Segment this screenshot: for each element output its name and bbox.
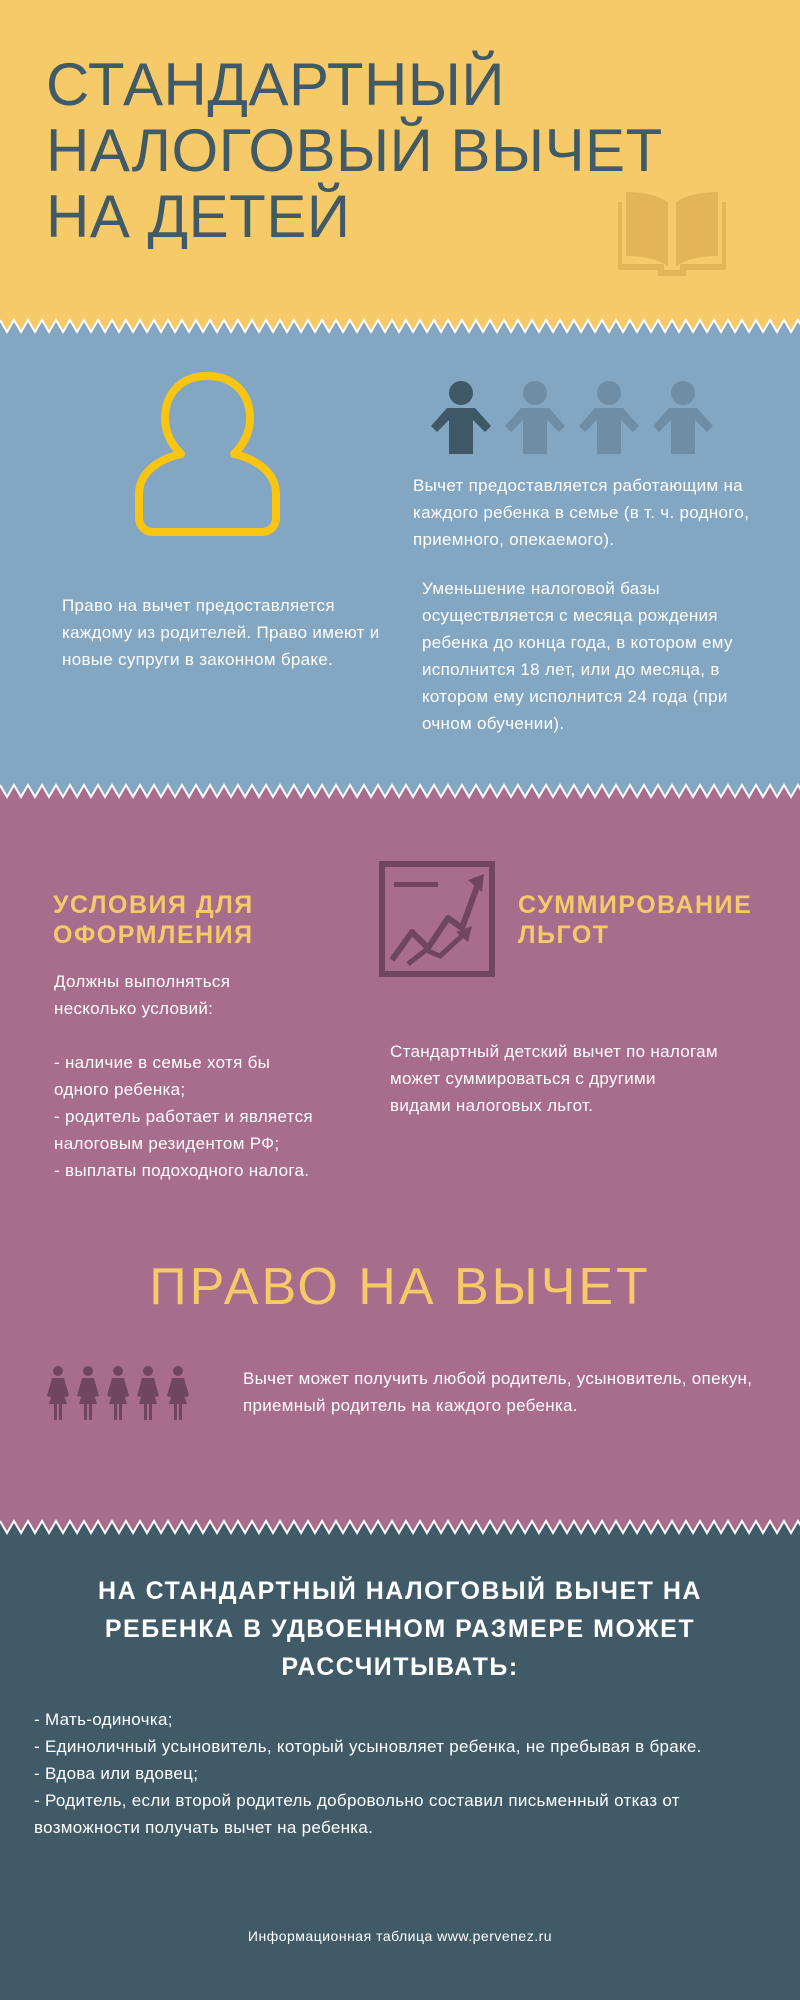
title-line: СУММИРОВАНИЕ [518, 891, 753, 919]
period-text: Уменьшение налоговой базы осуществляется с месяца рождения ребенка до конца года, в котором ему исполнится 18 лет, или до месяца, в котором ему исполнится 24 года (при очном обучении). [422, 579, 733, 733]
title-line: РАССЧИТЫВАТЬ: [281, 1653, 519, 1681]
workers-text: Вычет предоставляется работающим на каждого ребенка в семье (в т. ч. родного, приемного, опекаемого). [413, 476, 750, 549]
zigzag-divider [0, 783, 800, 799]
blue-section [0, 320, 800, 800]
title-line: ЛЬГОТ [518, 921, 610, 949]
double-deduction-title [60, 1572, 740, 1686]
zigzag-divider [0, 1519, 800, 1535]
conditions-text: Должны выполняться несколько условий: - наличие в семье хотя бы одного ребенка; - родитель работает и является налоговым резидентом РФ; - выплаты подоходного налога. [54, 972, 313, 1180]
growth-chart-icon [378, 860, 496, 978]
person-outline-icon [135, 370, 280, 540]
footer-credit: Информационная таблица www.pervenez.ru [247, 1928, 553, 1944]
sum-text: Стандартный детский вычет по налогам может суммироваться с другими видами налоговых льгот. [390, 1042, 718, 1115]
women-group-icon [44, 1365, 194, 1425]
title-line: ОФОРМЛЕНИЯ [53, 921, 254, 949]
title-line: СТАНДАРТНЫЙ [46, 51, 506, 118]
right-text: Вычет может получить любой родитель, усыновитель, опекун, приемный родитель на каждого ребенка. [243, 1369, 753, 1415]
purple-section [0, 785, 800, 1535]
title-line: НА СТАНДАРТНЫЙ НАЛОГОВЫЙ ВЫЧЕТ НА [98, 1577, 702, 1605]
person-icon [431, 381, 491, 454]
title-line: УСЛОВИЯ ДЛЯ [53, 891, 254, 919]
zigzag-divider [0, 318, 800, 334]
eligible-list: - Мать-одиночка; - Единоличный усыновитель, который усыновляет ребенка, не пребывая в браке. - Вдова или вдовец; - Родитель, если второй родитель добровольно составил письменный отказ от возможности получать вычет на ребенка. [34, 1710, 702, 1837]
header-section [0, 0, 800, 335]
conditions-title [53, 890, 254, 950]
open-book-icon [612, 188, 732, 288]
title-line: НАЛОГОВЫЙ ВЫЧЕТ [46, 117, 663, 184]
parents-text: Право на вычет предоставляется каждому из родителей. Право имеют и новые супруги в законном браке. [62, 596, 380, 669]
right-title: ПРАВО НА ВЫЧЕТ [149, 1258, 651, 1316]
people-row-icon [425, 380, 725, 460]
title-line: НА ДЕТЕЙ [46, 183, 351, 250]
title-line: РЕБЕНКА В УДВОЕННОМ РАЗМЕРЕ МОЖЕТ [104, 1615, 696, 1643]
sum-title [518, 890, 752, 950]
